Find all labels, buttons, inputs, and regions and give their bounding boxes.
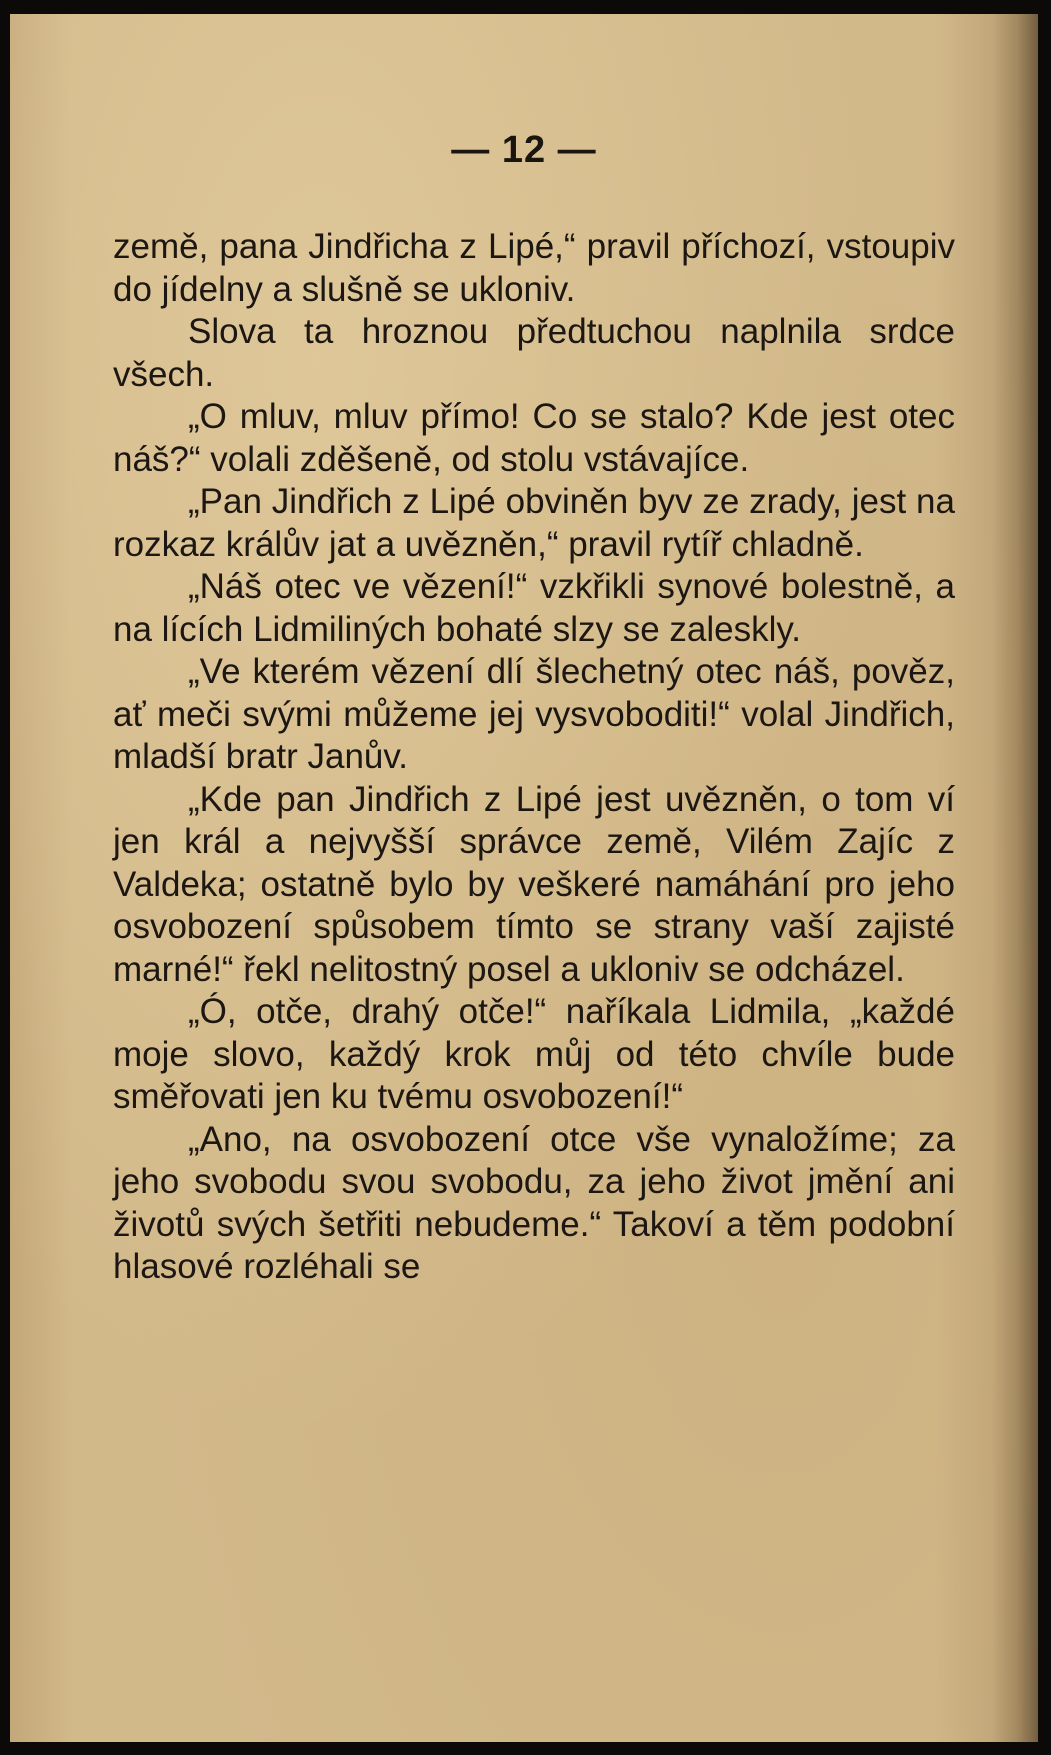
body-text <box>113 226 955 1289</box>
paragraph-8: „Ó, otče, drahý otče!“ naříkala Lidmila, „každé moje slovo, každý krok můj od této chvíle bude směřovati jen ku tvému osvobození!“ <box>113 992 955 1116</box>
page-number-text: — 12 — <box>451 129 597 171</box>
paragraph-9: „Ano, na osvobození otce vše vynaložíme; za jeho svobodu svou svobodu, za jeho život jmění ani životů svých šetřiti nebudeme.“ Takoví a těm podobní hlasové rozléhali se <box>113 1119 955 1286</box>
book-page <box>10 14 1038 1742</box>
paragraph-5: „Náš otec ve vězení!“ vzkřikli synové bolestně, a na lících Lidmiliných bohaté slzy se zaleskly. <box>113 567 955 649</box>
paragraph-2: Slova ta hroznou předtuchou naplnila srdce všech. <box>113 312 955 394</box>
paragraph-1: země, pana Jindřicha z Lipé,“ pravil příchozí, vstoupiv do jídelny a slušně se ukloniv. <box>113 227 955 309</box>
paragraph-7: „Kde pan Jindřich z Lipé jest uvězněn, o tom ví jen král a nejvyšší správce země, Vilém Zajíc z Valdeka; ostatně bylo by veškeré namáhání pro jeho osvobození spůsobem tímto se strany vaší zajisté marné!“ řekl nelitostný posel a ukloniv se odcházel. <box>113 779 955 989</box>
paragraph-4: „Pan Jindřich z Lipé obviněn byv ze zrady, jest na rozkaz králův jat a uvězněn,“ pravil rytíř chladně. <box>113 482 955 564</box>
paragraph-6: „Ve kterém vězení dlí šlechetný otec náš, pověz, ať meči svými můžeme jej vysvoboditi!“ volal Jindřich, mladší bratr Janův. <box>113 652 955 776</box>
paragraph-3: „O mluv, mluv přímo! Co se stalo? Kde jest otec náš?“ volali zděšeně, od stolu vstávajíce. <box>113 397 955 479</box>
page-fold-shadow <box>992 14 1038 1742</box>
page-number <box>10 129 1038 172</box>
